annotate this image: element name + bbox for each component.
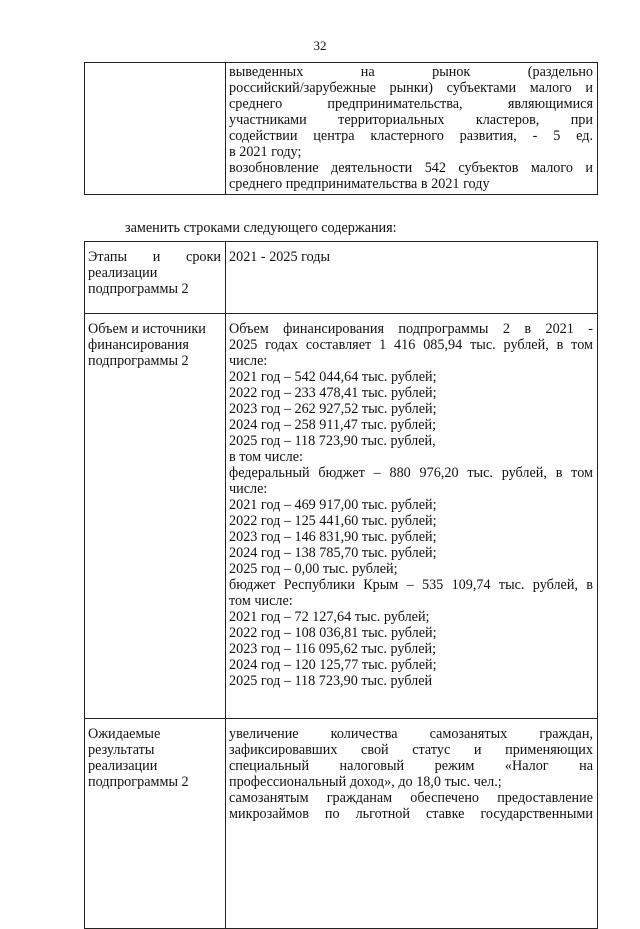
intro-text: заменить строками следующего содержания: [125, 220, 397, 236]
value-line: специальный налоговый режим «Налог на [229, 758, 593, 774]
value-line: бюджет Республики Крым – 535 109,74 тыс. рублей, в [229, 577, 593, 593]
row-value-cell [226, 719, 598, 929]
label-line: финансирования [88, 337, 189, 353]
value-line: увеличение количества самозанятых граждан, [229, 726, 593, 742]
subprogram-table [84, 241, 598, 929]
label-line: Ожидаемые [88, 726, 161, 742]
text-line: возобновление деятельности 542 субъектов малого и [229, 160, 593, 176]
value-line: 2021 год – 542 044,64 тыс. рублей; [229, 369, 437, 385]
table-row [85, 242, 598, 314]
text-line: содействии центра кластерного развития, - 5 ед. [229, 128, 593, 144]
label-line: реализации [88, 265, 158, 281]
value-line: федеральный бюджет – 880 976,20 тыс. рублей, в том [229, 465, 593, 481]
row-label-cell [85, 314, 226, 719]
label-line: подпрограммы 2 [88, 774, 189, 790]
text-line: среднего предпринимательства в 2021 году [229, 176, 490, 192]
value-line: в том числе: [229, 449, 303, 465]
value-line: самозанятым гражданам обеспечено предоставление [229, 790, 593, 806]
label-line: подпрограммы 2 [88, 281, 189, 297]
continuation-empty-cell [85, 63, 226, 195]
text-line: выведенных на рынок (раздельно [229, 64, 593, 80]
value-line: микрозаймов по льготной ставке государственными [229, 806, 593, 822]
value-line: профессиональный доход», до 18,0 тыс. чел.; [229, 774, 502, 790]
value-line: числе: [229, 481, 268, 497]
value-line: том числе: [229, 593, 293, 609]
label-line: Объем и источники [88, 321, 206, 337]
label-line: Этапы и сроки [88, 249, 221, 265]
value-line: 2025 год – 0,00 тыс. рублей; [229, 561, 398, 577]
row-label-cell [85, 242, 226, 314]
continuation-table [84, 62, 598, 195]
page-number: 32 [313, 38, 327, 53]
label-line: результаты [88, 742, 155, 758]
text-line: участниками территориальных кластеров, при [229, 112, 593, 128]
value-line: 2021 - 2025 годы [229, 249, 331, 265]
value-line: 2022 год – 233 478,41 тыс. рублей; [229, 385, 437, 401]
value-line: 2023 год – 262 927,52 тыс. рублей; [229, 401, 437, 417]
value-line: зафиксировавших свой статус и применяющих [229, 742, 593, 758]
table-row [85, 314, 598, 719]
value-line: 2024 год – 120 125,77 тыс. рублей; [229, 657, 437, 673]
value-line: 2025 год – 118 723,90 тыс. рублей, [229, 433, 436, 449]
label-line: реализации [88, 758, 158, 774]
value-line: 2025 годах составляет 1 416 085,94 тыс. рублей, в том [229, 337, 593, 353]
row-value-cell [226, 314, 598, 719]
value-line: 2021 год – 72 127,64 тыс. рублей; [229, 609, 430, 625]
value-line: числе: [229, 353, 268, 369]
text-line: в 2021 году; [229, 144, 302, 160]
value-line: 2022 год – 125 441,60 тыс. рублей; [229, 513, 437, 529]
value-line: Объем финансирования подпрограммы 2 в 2021 - [229, 321, 593, 337]
row-label-cell [85, 719, 226, 929]
value-line: 2024 год – 258 911,47 тыс. рублей; [229, 417, 437, 433]
value-line: 2022 год – 108 036,81 тыс. рублей; [229, 625, 437, 641]
text-line: российский/зарубежные рынки) субъектами малого и [229, 80, 593, 96]
value-line: 2024 год – 138 785,70 тыс. рублей; [229, 545, 437, 561]
label-line: подпрограммы 2 [88, 353, 189, 369]
value-line: 2021 год – 469 917,00 тыс. рублей; [229, 497, 437, 513]
table-row [85, 719, 598, 929]
text-line: среднего предпринимательства, являющимися [229, 96, 593, 112]
row-value-cell [226, 242, 598, 314]
continuation-text-cell [226, 63, 598, 195]
value-line: 2025 год – 118 723,90 тыс. рублей [229, 673, 433, 689]
value-line: 2023 год – 146 831,90 тыс. рублей; [229, 529, 437, 545]
value-line: 2023 год – 116 095,62 тыс. рублей; [229, 641, 437, 657]
